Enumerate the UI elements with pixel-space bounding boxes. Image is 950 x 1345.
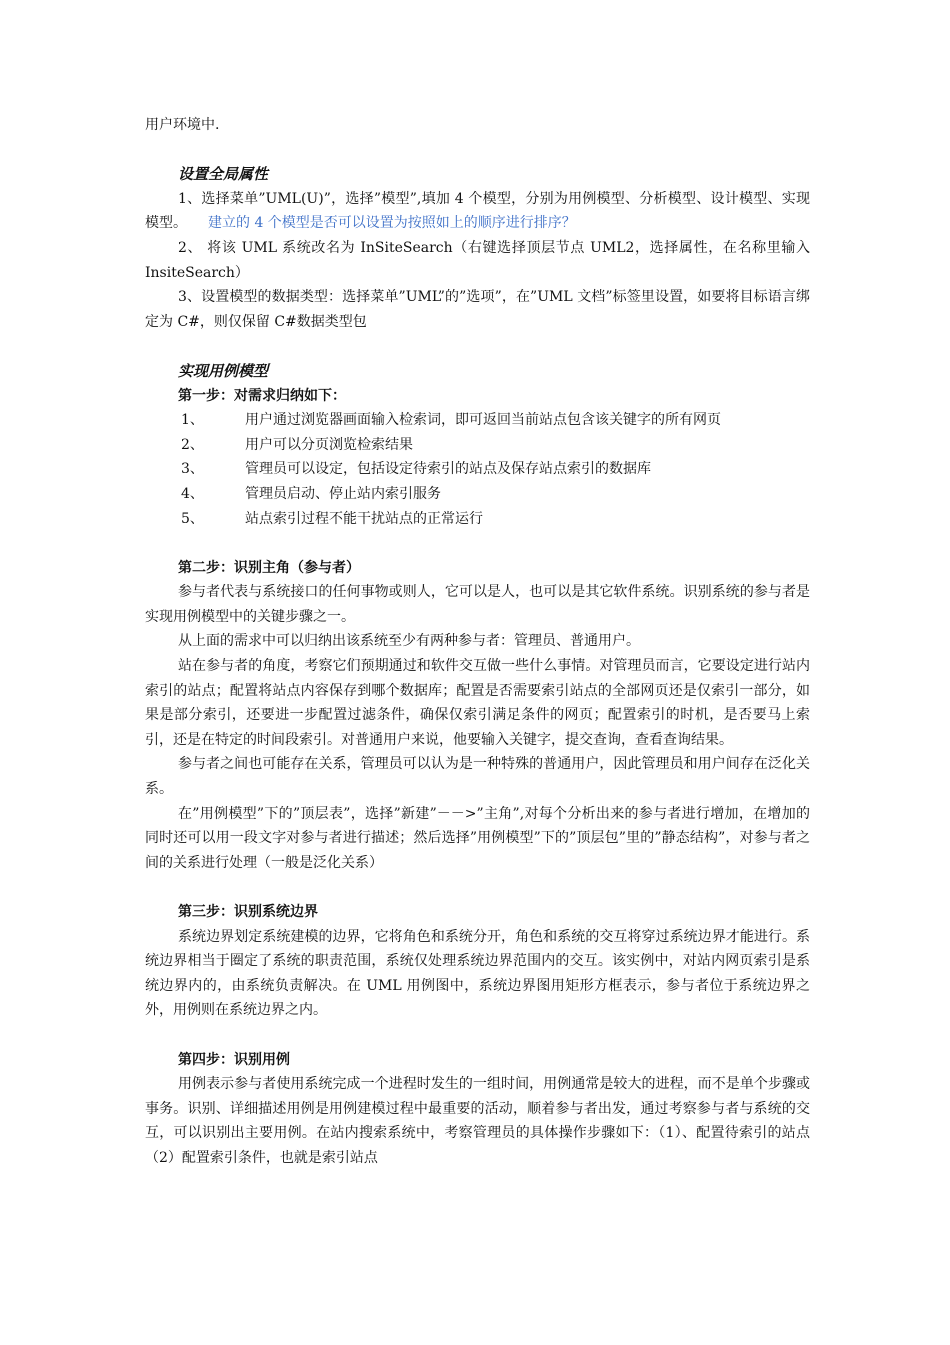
list-item: 5、 站点索引过程不能干扰站点的正常运行 (181, 510, 483, 527)
intro-text: 用户环境中. (145, 117, 220, 133)
list-item: 4、 管理员启动、停止站内索引服务 (181, 485, 441, 502)
list-item: 2、 用户可以分页浏览检索结果 (181, 436, 413, 453)
paragraph: 参与者代表与系统接口的任何事物或则人，它可以是人，也可以是其它软件系统。识别系统的参与者是实现用例模型中的关键步骤之一。 (145, 584, 810, 625)
paragraph: 系统边界划定系统建模的边界，它将角色和系统分开，角色和系统的交互将穿过系统边界才能进行。系统边界相当于圈定了系统的职责范围，系统仅处理系统边界范围内的交互。该实例中，对站内网页索引是系统边界内的，由系统负责解决。在 UML 用例图中，系统边界图用矩形方框表示，参与者位于系统边界之外，用例则在系统边界之内。 (145, 928, 810, 1019)
list-item: 3、 管理员可以设定，包括设定待索引的站点及保存站点索引的数据库 (181, 461, 651, 478)
step1-heading: 第一步：对需求归纳如下： (178, 387, 346, 404)
paragraph: 参与者之间也可能存在关系，管理员可以认为是一种特殊的普通用户，因此管理员和用户间存在泛化关系。 (145, 756, 810, 798)
step2-heading: 第二步：识别主角（参与者） (178, 559, 360, 576)
global-step-1: 1、选择菜单”UML(U)”，选择”模型”,填加 4 个模型，分别为用例模型、分析模型、设计模型、实现模型。 建立的 4 个模型是否可以设置为按照如上的顺序进行排序？ (145, 190, 810, 232)
reviewer-note: 建立的 4 个模型是否可以设置为按照如上的顺序进行排序？ (208, 215, 576, 232)
global-step-2: 2、 将该 UML 系统改名为 InSiteSearch（右键选择顶层节点 UML2，选择属性，在名称里输入 InsiteSearch） (145, 239, 810, 281)
paragraph: 站在参与者的角度，考察它们预期通过和软件交互做一些什么事情。对管理员而言，它要设定进行站内索引的站点；配置将站点内容保存到哪个数据库；配置是否需要索引站点的全部网页还是仅索引一部分，如果是部分索引，还要进一步配置过滤条件，确保仅索引满足条件的网页；配置索引的时机，是否要马上索引，还是在特定的时间段索引。对普通用户来说，他要输入关键字，提交查询，查看查询结果。 (145, 658, 810, 748)
global-step-3: 3、设置模型的数据类型：选择菜单”UML”的”选项”，在”UML 文档”标签里设置，如要将目标语言绑定为 C#，则仅保留 C#数据类型包 (145, 289, 810, 330)
paragraph: 从上面的需求中可以归纳出该系统至少有两种参与者：管理员、普通用户。 (178, 633, 640, 650)
document-page (145, 113, 838, 1171)
requirements-list (145, 408, 810, 531)
step4-heading: 第四步：识别用例 (178, 1051, 290, 1068)
global-properties-heading: 设置全局属性 (178, 165, 269, 184)
list-item: 1、 用户通过浏览器画面输入检索词，即可返回当前站点包含该关键字的所有网页 (181, 412, 721, 429)
step3-heading: 第三步：识别系统边界 (178, 904, 318, 920)
usecase-model-heading: 实现用例模型 (178, 361, 269, 380)
paragraph: 用例表示参与者使用系统完成一个进程时发生的一组时间，用例通常是较大的进程，而不是单个步骤或事务。识别、详细描述用例是用例建模过程中最重要的活动，顺着参与者出发，通过考察参与者与系统的交互，可以识别出主要用例。在站内搜索系统中，考察管理员的具体操作步骤如下：（1）、配置待索引的站点 （2）配置索引条件，也就是索引站点 (145, 1076, 838, 1166)
paragraph: 在”用例模型”下的”顶层表”，选择”新建”－－>”主角”,对每个分析出来的参与者进行增加，在增加的同时还可以用一段文字对参与者进行描述；然后选择”用例模型”下的”顶层包”里的”静态结构”，对参与者之间的关系进行处理（一般是泛化关系） (145, 805, 810, 871)
